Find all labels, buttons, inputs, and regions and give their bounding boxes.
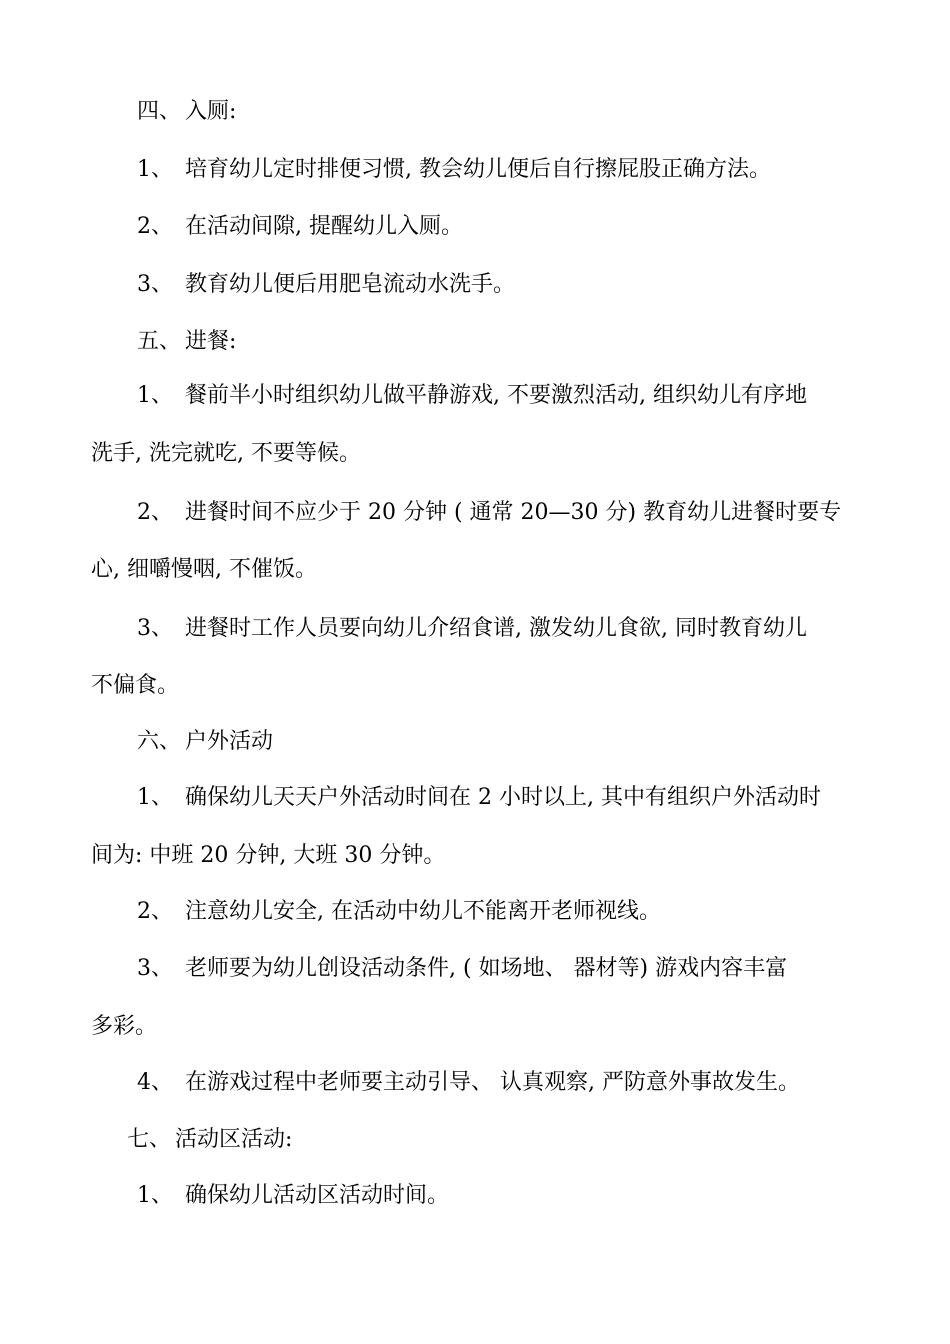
list-item [91, 892, 917, 932]
section-heading-4 [91, 92, 917, 132]
section-heading-6 [91, 722, 917, 762]
item-number: 4、 [137, 1070, 173, 1095]
list-item [91, 150, 917, 190]
heading-text: 活动区活动: [175, 1127, 293, 1152]
item-number: 3、 [137, 616, 173, 641]
heading-number: 七、 [127, 1127, 172, 1152]
item-text: 洗手, 洗完就吃, 不要等候。 [91, 441, 361, 466]
heading-number: 五、 [137, 329, 182, 354]
list-item-continuation [91, 836, 871, 876]
heading-number: 六、 [137, 729, 182, 754]
list-item [91, 376, 917, 416]
heading-text: 入厕: [185, 99, 237, 124]
item-number: 1、 [137, 1183, 173, 1208]
list-item-continuation [91, 1007, 871, 1047]
list-item-continuation [91, 550, 871, 590]
item-text: 确保幼儿活动区活动时间。 [185, 1183, 450, 1208]
item-text: 不偏食。 [91, 673, 180, 698]
item-text: 注意幼儿安全, 在活动中幼儿不能离开老师视线。 [185, 899, 661, 924]
item-number: 1、 [137, 785, 173, 810]
item-number: 2、 [137, 899, 173, 924]
list-item [91, 778, 917, 818]
item-number: 2、 [137, 214, 173, 239]
section-heading-7 [91, 1120, 907, 1160]
list-item-continuation [91, 666, 871, 706]
list-item-continuation [91, 434, 871, 474]
list-item [91, 493, 917, 533]
list-item [91, 265, 917, 305]
item-text: 餐前半小时组织幼儿做平静游戏, 不要激烈活动, 组织幼儿有序地 [185, 383, 807, 408]
list-item [91, 609, 917, 649]
item-number: 1、 [137, 383, 173, 408]
item-text: 老师要为幼儿创设活动条件, ( 如场地、 器材等) 游戏内容丰富 [185, 956, 788, 981]
item-text: 培育幼儿定时排便习惯, 教会幼儿便后自行擦屁股正确方法。 [185, 157, 771, 182]
item-number: 3、 [137, 956, 173, 981]
item-text: 进餐时工作人员要向幼儿介绍食谱, 激发幼儿食欲, 同时教育幼儿 [185, 616, 807, 641]
item-text: 间为: 中班 20 分钟, 大班 30 分钟。 [91, 843, 446, 868]
heading-text: 进餐: [185, 329, 237, 354]
heading-text: 户外活动 [185, 729, 274, 754]
item-text: 心, 细嚼慢咽, 不催饭。 [91, 557, 317, 582]
item-text: 教育幼儿便后用肥皂流动水洗手。 [185, 272, 516, 297]
item-number: 1、 [137, 157, 173, 182]
list-item [91, 1063, 917, 1103]
heading-number: 四、 [137, 99, 182, 124]
item-number: 3、 [137, 272, 173, 297]
item-text: 在活动间隙, 提醒幼儿入厕。 [185, 214, 463, 239]
list-item [91, 1176, 917, 1216]
list-item [91, 207, 917, 247]
item-number: 2、 [137, 500, 173, 525]
item-text: 多彩。 [91, 1014, 158, 1039]
list-item [91, 949, 917, 989]
item-text: 在游戏过程中老师要主动引导、 认真观察, 严防意外事故发生。 [185, 1070, 800, 1095]
item-text: 进餐时间不应少于 20 分钟 ( 通常 20—30 分) 教育幼儿进餐时要专 [185, 500, 842, 525]
section-heading-5 [91, 322, 917, 362]
item-text: 确保幼儿天天户外活动时间在 2 小时以上, 其中有组织户外活动时 [185, 785, 821, 810]
